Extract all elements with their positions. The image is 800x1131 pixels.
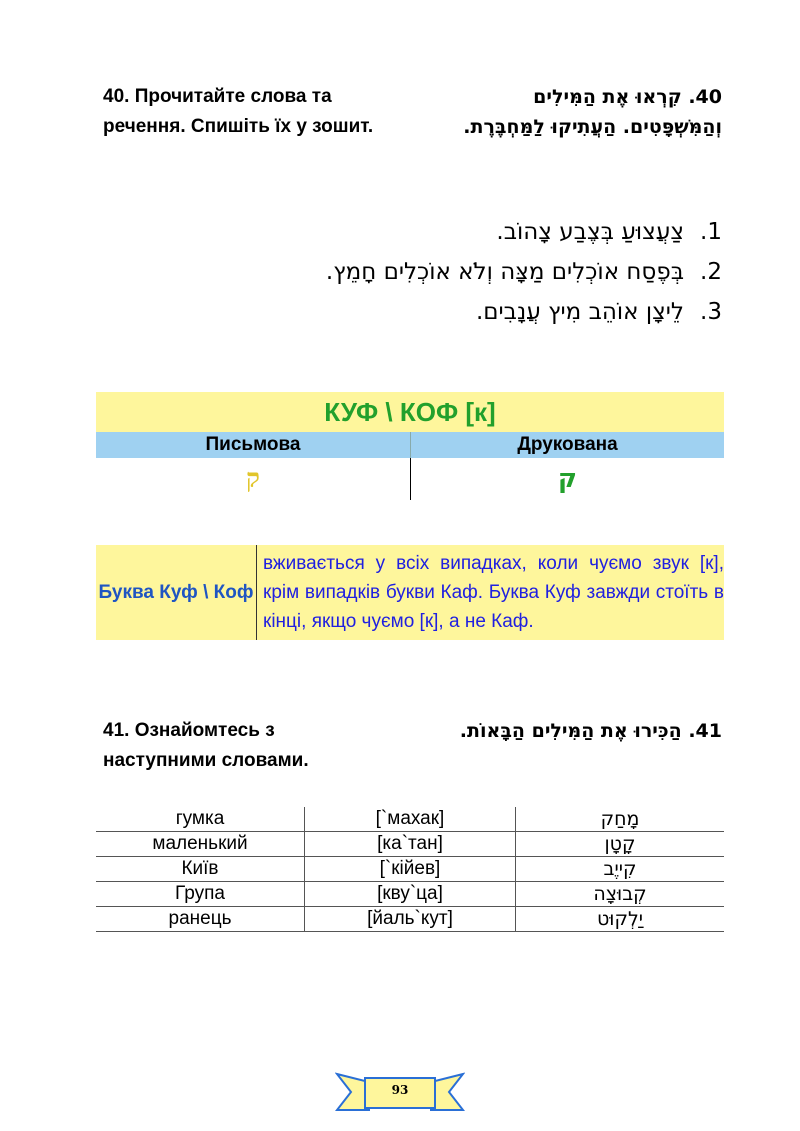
rule-text: вживається у всіх випадках, коли чуємо звук [к], крім випадків букви Каф. Буква Куф завжди стоїть в кінці, якщо чуємо [к], а не Каф. [257,545,725,640]
sentence-2 [326,252,722,292]
rule-label: Буква Куф \ Коф [96,545,257,640]
page-number: 93 [391,1083,409,1097]
sentence-1 [326,212,722,252]
table-row [96,857,724,882]
printed-header: Друкована [411,432,725,458]
exercise-41-hebrew: 41. הַכִּירוּ אֶת הַמִּילִים הַבָּאוֹת. [459,720,722,742]
table-row [96,832,724,857]
word-ukrainian: Київ [96,857,305,882]
word-transcription: [`кійев] [305,857,516,882]
word-transcription: [йаль`кут] [305,907,516,932]
word-ukrainian: ранець [96,907,305,932]
word-hebrew: מָחַק [516,807,725,832]
written-glyph: ק [96,458,411,500]
word-transcription: [ка`тан] [305,832,516,857]
sentence-number: 3. [700,299,722,325]
exercise-40-hebrew: 40. קִרְאוּ אֶת הַמִּילִים וְהַמִּשְׁפָּטִים. הַעֲתִיקוּ לַמַּחְבֶּרֶת. [463,86,722,138]
rule-box [96,545,724,640]
word-hebrew: יַלְקוּט [516,907,725,932]
word-ukrainian: маленький [96,832,305,857]
letter-table [96,392,724,500]
word-transcription: [`махак] [305,807,516,832]
table-row [96,882,724,907]
exercise-41-ukrainian: 41. Ознайомтесь з наступними словами. [103,720,309,771]
sentence-3 [326,292,722,332]
word-transcription: [кву`ца] [305,882,516,907]
written-header: Письмова [96,432,411,458]
sentence-list [326,212,722,332]
table-row [96,807,724,832]
word-ukrainian: гумка [96,807,305,832]
exercise-40-ukrainian: 40. Прочитайте слова та речення. Спишіть їх у зошит. [103,86,374,137]
word-hebrew: קָטָן [516,832,725,857]
page-number-ribbon [335,1066,465,1118]
word-hebrew: קְבוּצָה [516,882,725,907]
letter-title: КУФ \ КОФ [к] [96,392,724,432]
sentence-number: 2. [700,259,722,285]
sentence-text: צַעֲצוּעַ בְּצֶבַע צָהוֹב. [496,219,684,245]
sentence-number: 1. [700,219,722,245]
word-ukrainian: Група [96,882,305,907]
sentence-text: בְּפֶסַח אוֹכְלִים מַצָּה וְלֹא אוֹכְלִים חָמֵץ. [325,259,684,285]
vocabulary-table [96,807,724,932]
table-row [96,907,724,932]
printed-glyph: ק [557,464,578,494]
word-hebrew: קִייֶב [516,857,725,882]
sentence-text: לֵיצָן אוֹהֵב מִיץ עֲנָבִים. [475,299,684,325]
